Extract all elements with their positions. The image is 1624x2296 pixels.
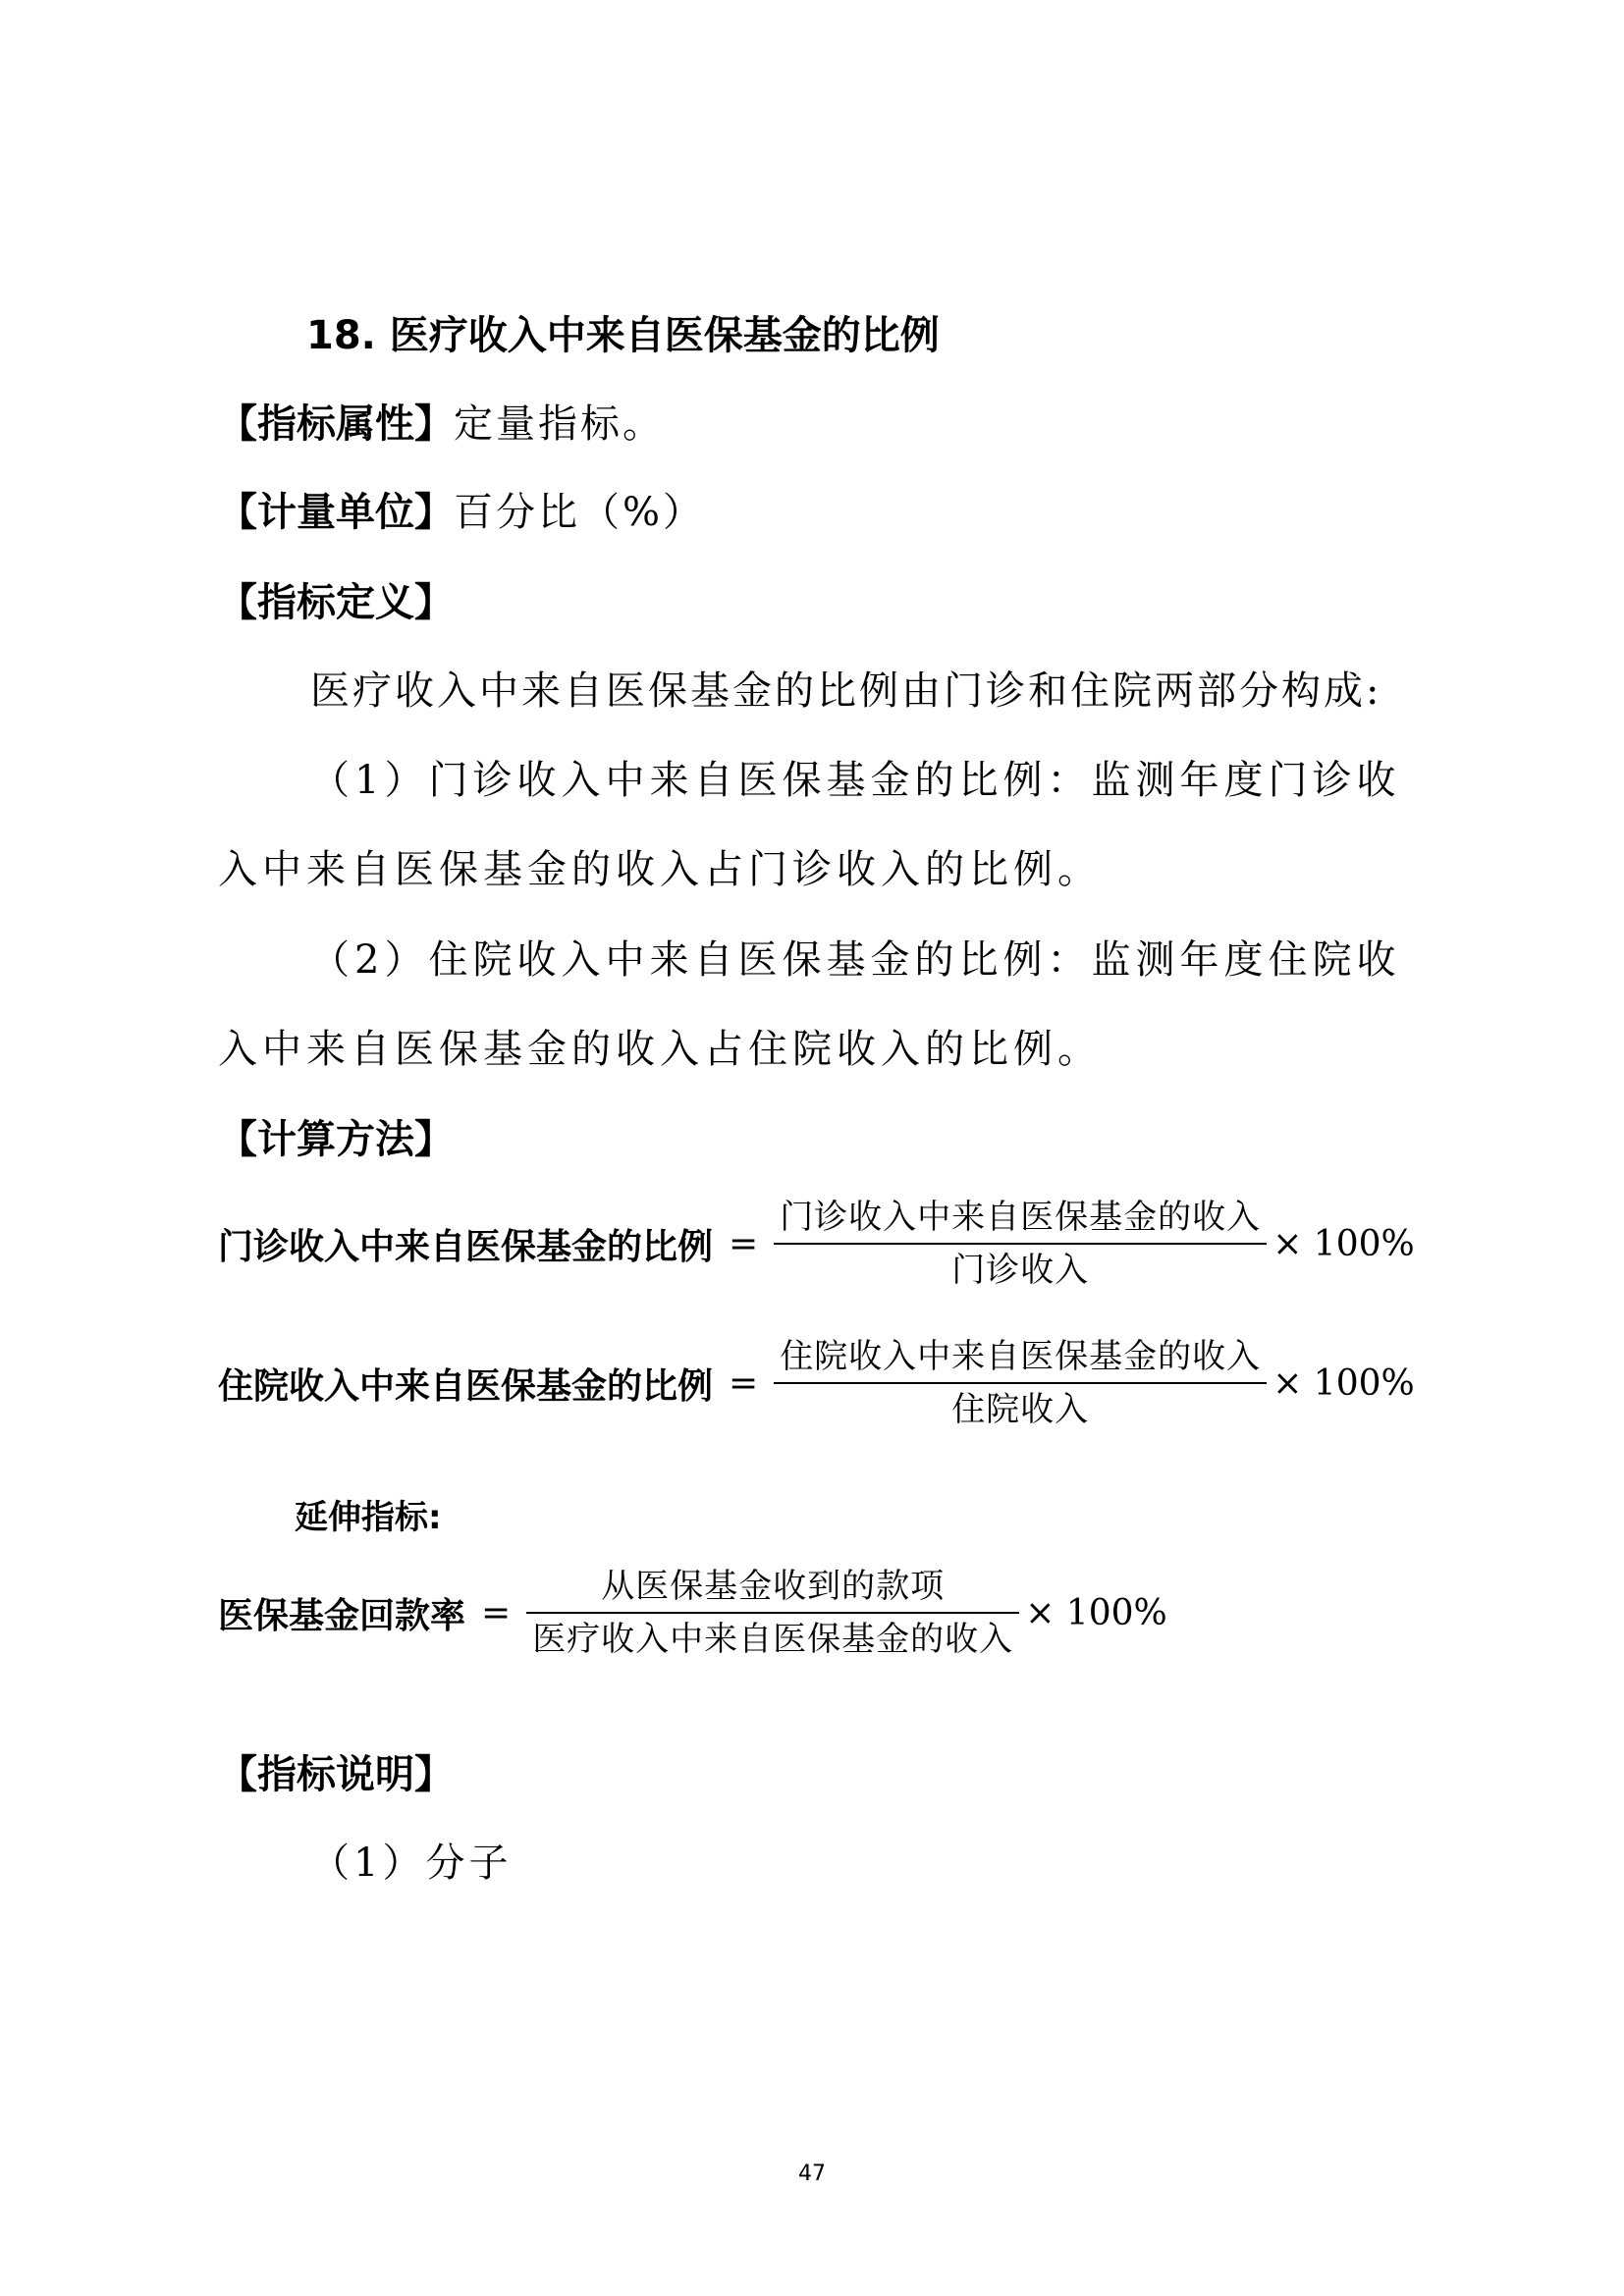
extension-label: 延伸指标: <box>295 1498 442 1537</box>
formula-outpatient-lhs: 门诊收入中来自医保基金的比例 <box>218 1226 714 1267</box>
formula-reimbursement-numerator: 从医保基金收到的款项 <box>601 1567 946 1606</box>
explanation-item1: （1）分子 <box>310 1841 513 1886</box>
formula-inpatient-denominator: 住院收入 <box>951 1390 1090 1429</box>
formula-outpatient-numerator: 门诊收入中来自医保基金的收入 <box>780 1198 1262 1237</box>
definition-intro: 医疗收入中来自医保基金的比例由门诊和住院两部分构成: <box>310 668 1382 714</box>
definition-item2-line2: 入中来自医保基金的收入占住院收入的比例。 <box>218 1027 1102 1072</box>
formula-inpatient-multiplier: × 100% <box>1272 1362 1415 1404</box>
formula-inpatient-fraction <box>774 1335 1267 1431</box>
definition-item2-line1: （2）住院收入中来自医保基金的比例：监测年度住院收 <box>310 937 1401 983</box>
section-title: 18. 医疗收入中来自医保基金的比例 <box>306 313 940 358</box>
unit-label: 【计量单位】 <box>218 490 454 535</box>
fraction-bar <box>774 1243 1267 1245</box>
definition-item1-line2: 入中来自医保基金的收入占门诊收入的比例。 <box>218 847 1102 892</box>
formula-outpatient-multiplier: × 100% <box>1272 1223 1415 1264</box>
formula-reimbursement-multiplier: × 100% <box>1025 1592 1167 1633</box>
equals-sign: = <box>481 1592 512 1633</box>
explanation-label: 【指标说明】 <box>218 1752 454 1797</box>
unit-row <box>218 489 705 536</box>
formula-reimbursement-denominator: 医疗收入中来自医保基金的收入 <box>532 1620 1014 1659</box>
formula-outpatient-denominator: 门诊收入 <box>951 1251 1090 1290</box>
formula-outpatient <box>218 1196 1415 1292</box>
formula-inpatient-numerator: 住院收入中来自医保基金的收入 <box>780 1337 1262 1376</box>
attribute-row <box>218 400 665 448</box>
formula-inpatient-lhs: 住院收入中来自医保基金的比例 <box>218 1365 714 1407</box>
unit-value: 百分比（%） <box>454 490 706 535</box>
definition-item1-line1: （1）门诊收入中来自医保基金的比例：监测年度门诊收 <box>310 758 1401 803</box>
definition-label: 【指标定义】 <box>218 580 454 625</box>
equals-sign: = <box>729 1362 759 1404</box>
formula-inpatient <box>218 1335 1415 1431</box>
attribute-label: 【指标属性】 <box>218 401 454 447</box>
formula-outpatient-fraction <box>774 1196 1267 1292</box>
formula-reimbursement-fraction <box>526 1565 1019 1661</box>
fraction-bar <box>526 1612 1019 1614</box>
attribute-value: 定量指标。 <box>454 401 665 447</box>
page-number: 47 <box>798 2162 826 2186</box>
calculation-label: 【计算方法】 <box>218 1117 454 1162</box>
formula-reimbursement-rate <box>218 1565 1167 1661</box>
formula-reimbursement-lhs: 医保基金回款率 <box>218 1595 466 1636</box>
fraction-bar <box>774 1382 1267 1384</box>
equals-sign: = <box>729 1223 759 1264</box>
